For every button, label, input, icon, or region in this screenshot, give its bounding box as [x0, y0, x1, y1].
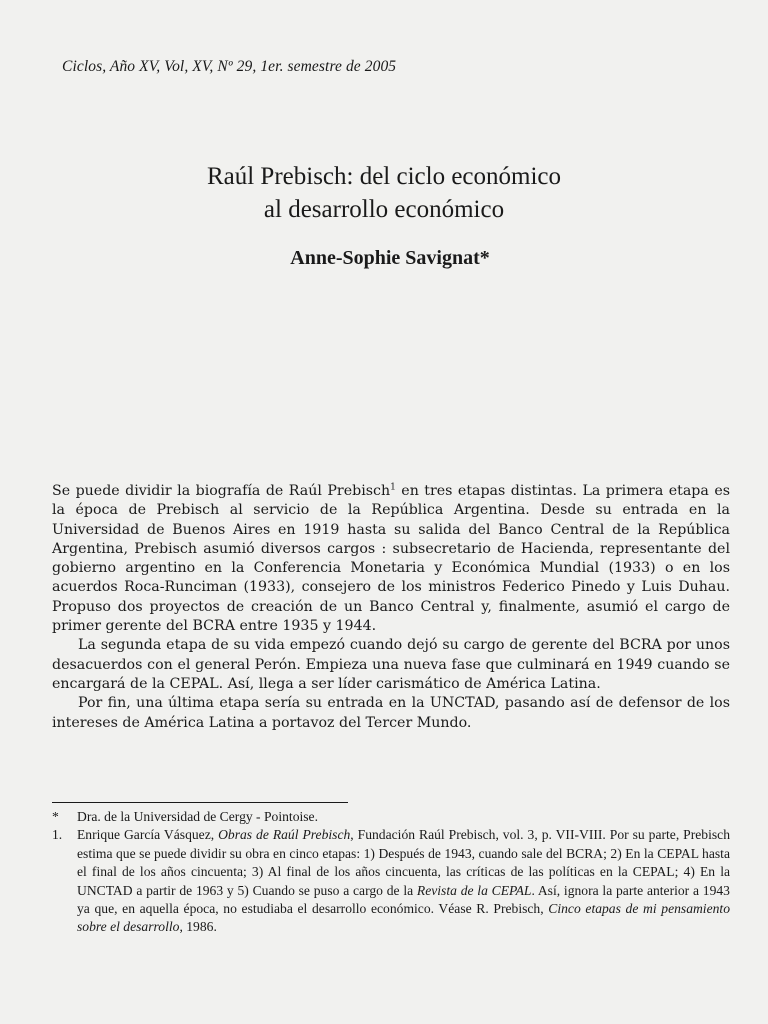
- article-author: Anne-Sophie Savignat*: [290, 247, 490, 269]
- fn1-italic-1: Obras de Raúl Prebisch: [218, 827, 351, 843]
- fn1-part-b: , Fundación Raúl Prebisch, vol. 3, p. VII-VIII. Por su parte, Prebisch estima que se puede dividir su obra en cinco etapas: 1) Después de 1943, cuando sale del BCRA; 2) En la CEPAL hasta el final de los años cincuenta; 3) Al final de los años cincuenta, las críticas de las políticas en la CEPAL; 4) En la UNCTAD a partir de 1963 y 5) Cuando se puso a cargo de la: [77, 827, 730, 898]
- fn1-part-c: . Así, ignora la parte anterior a 1943 ya que, en aquella época, no estudiaba el desarrollo económico. Véase R. Prebisch,: [77, 882, 730, 917]
- title-line-1: Raúl Prebisch: del ciclo económico: [206, 163, 562, 190]
- footnote-1-mark: 1.: [52, 827, 63, 843]
- footnote-author: [52, 808, 730, 826]
- fn1-part-d: , 1986.: [179, 919, 217, 935]
- footnote-author-mark: *: [52, 809, 59, 824]
- paragraph-1-start: Se puede dividir la biografía de Raúl Prebisch: [52, 483, 391, 499]
- paragraph-2: La segunda etapa de su vida empezó cuando dejó su cargo de gerente del BCRA por unos desacuerdos con el general Perón. Empieza una nueva fase que culminará en 1949 cuando se encargará de la CEPAL. Así, llega a ser líder carismático de América Latina.: [52, 637, 730, 692]
- fn1-italic-3: Cinco etapas de mi pensamiento sobre el desarrollo: [77, 901, 730, 935]
- footnote-ref-1: 1: [390, 482, 396, 493]
- paragraph-1-rest: en tres etapas distintas. La primera etapa es la época de Prebisch al servicio de la República Argentina. Desde su entrada en la Universidad de Buenos Aires en 1919 hasta su salida del Banco Central de la República Argentina, Prebisch asumió diversos cargos : subsecretario de Hacienda, representante del gobierno argentino en la Conferencia Monetaria y Económica Mundial (1933) o en los acuerdos Roca-Runciman (1933), consejero de los ministros Federico Pinedo y Luis Duhau. Propuso dos proyectos de creación de un Banco Central y, finalmente, asumió el cargo de primer gerente del BCRA entre 1935 y 1944.: [52, 483, 730, 635]
- footnote-1-text: [77, 826, 730, 936]
- journal-citation: Ciclos, Año XV, Vol, XV, Nº 29, 1er. semestre de 2005: [62, 58, 397, 75]
- article-body: [52, 482, 730, 733]
- footnote-1: [52, 826, 730, 936]
- title-line-2: al desarrollo económico: [263, 196, 505, 223]
- paragraph-1: [52, 482, 730, 636]
- fn1-part-a: Enrique García Vásquez,: [77, 827, 219, 843]
- paragraph-3: Por fin, una última etapa sería su entrada en la UNCTAD, pasando así de defensor de los intereses de América Latina a portavoz del Tercer Mundo.: [52, 695, 730, 731]
- fn1-italic-2: Revista de la CEPAL: [416, 882, 532, 898]
- footnotes: [52, 808, 730, 937]
- footnote-separator: [52, 802, 348, 803]
- footnote-author-text: Dra. de la Universidad de Cergy - Pointoise.: [77, 809, 318, 824]
- article-title: [0, 160, 768, 226]
